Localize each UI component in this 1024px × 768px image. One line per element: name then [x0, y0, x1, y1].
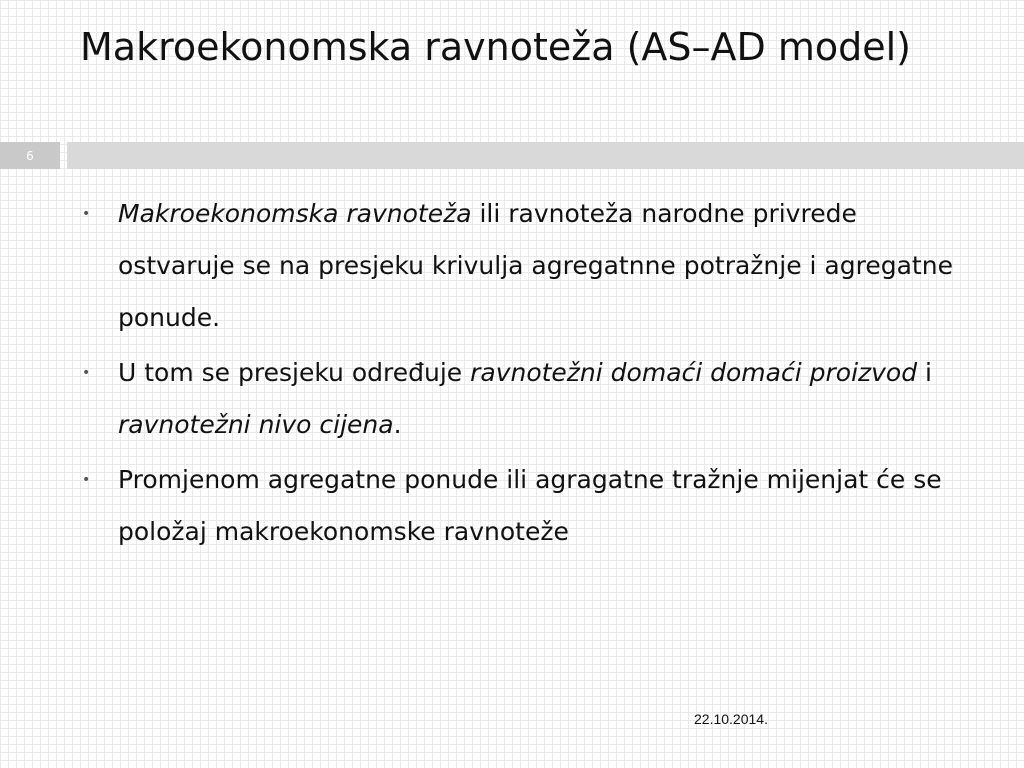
- slide-number-box: [0, 142, 60, 169]
- bullet-list: [78, 188, 978, 561]
- bullet-text-regular: ili ravnoteža narodne privrede ostvaruje se na presjeku krivulja agregatnne potražnje i agregatne ponude.: [118, 199, 953, 332]
- bullet-text-italic: Makroekonomska ravnoteža: [118, 199, 472, 228]
- bullet-text-italic: ravnotežni domaći domaći proizvod: [470, 358, 918, 387]
- title-divider-bar: [67, 142, 1024, 169]
- bullet-text-italic: ravnotežni nivo cijena: [118, 410, 394, 439]
- bullet-item: [78, 454, 978, 558]
- bullet-icon: •: [82, 472, 91, 488]
- bullet-item: [78, 347, 978, 451]
- bullet-text-regular: Promjenom agregatne ponude ili agragatne tražnje mijenjat će se položaj makroekonomske ravnoteže: [118, 465, 942, 546]
- bullet-text: [118, 465, 942, 546]
- slide-title: Makroekonomska ravnoteža (AS–AD model): [80, 25, 911, 69]
- bullet-text: [118, 199, 953, 332]
- bullet-text-regular: .: [393, 410, 402, 439]
- bullet-text: [118, 358, 932, 439]
- bullet-icon: •: [82, 365, 91, 381]
- bullet-item: [78, 188, 978, 344]
- bullet-icon: •: [82, 206, 91, 222]
- bullet-text-regular: U tom se presjeku određuje: [118, 358, 471, 387]
- footer-date: 22.10.2014.: [694, 711, 768, 727]
- slide-number: 6: [26, 148, 34, 163]
- bullet-text-regular: i: [917, 358, 932, 387]
